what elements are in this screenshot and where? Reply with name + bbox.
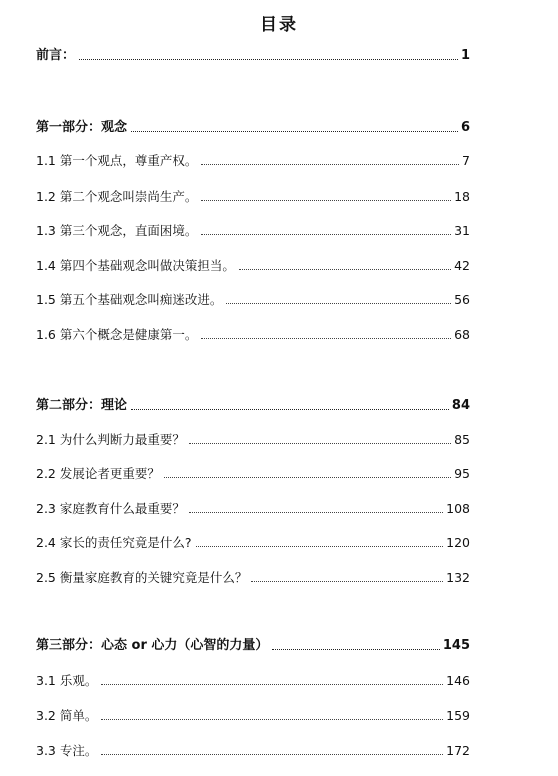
dot-leader — [201, 234, 451, 235]
toc-entry-3-3[interactable] — [36, 739, 470, 759]
toc-entry-page: 31 — [454, 223, 470, 238]
toc-entry-2-2[interactable] — [36, 462, 470, 482]
dot-leader — [201, 200, 451, 201]
toc-entry-label: 1.1 第一个观点，尊重产权。 — [36, 153, 198, 168]
toc-entry-page: 68 — [454, 327, 470, 342]
toc-entry-label: 1.3 第三个观念，直面困境。 — [36, 223, 198, 238]
toc-entry-page: 108 — [446, 501, 470, 516]
toc-entry-1-5[interactable] — [36, 288, 470, 308]
dot-leader — [251, 581, 443, 582]
dot-leader — [164, 477, 451, 478]
dot-leader — [201, 338, 451, 339]
dot-leader — [131, 131, 458, 132]
dot-leader — [101, 719, 443, 720]
toc-entry-label: 第一部分：观念 — [36, 120, 128, 135]
toc-entry-3-2[interactable] — [36, 704, 470, 724]
dot-leader — [189, 443, 451, 444]
dot-leader — [189, 512, 443, 513]
toc-entry-1-3[interactable] — [36, 219, 470, 239]
toc-entry-label: 3.1 乐观。 — [36, 673, 98, 688]
toc-entry-2-1[interactable] — [36, 428, 470, 448]
toc-entry-preface[interactable] — [36, 44, 470, 64]
toc-entry-label: 2.1 为什么判断力最重要？ — [36, 432, 185, 447]
dot-leader — [196, 546, 444, 547]
toc-entry-part-2[interactable] — [36, 394, 470, 414]
toc-entry-page: 7 — [462, 153, 470, 168]
toc-entry-page: 42 — [454, 258, 470, 273]
toc-entry-label: 1.2 第二个观念叫崇尚生产。 — [36, 189, 198, 204]
dot-leader — [101, 754, 443, 755]
toc-entry-2-4[interactable] — [36, 531, 470, 551]
toc-entry-label: 2.2 发展论者更重要？ — [36, 466, 160, 481]
toc-entry-page: 172 — [446, 743, 470, 758]
toc-entry-page: 56 — [454, 292, 470, 307]
toc-entry-page: 84 — [451, 398, 470, 413]
toc-entry-1-1[interactable] — [36, 149, 470, 169]
toc-entry-label: 第二部分：理论 — [36, 398, 128, 413]
toc-entry-label: 3.3 专注。 — [36, 743, 98, 758]
toc-entry-page: 95 — [454, 466, 470, 481]
toc-entry-page: 132 — [446, 570, 470, 585]
dot-leader — [201, 164, 459, 165]
toc-entry-2-3[interactable] — [36, 497, 470, 517]
toc-entry-page: 145 — [442, 638, 470, 653]
toc-entry-part-1[interactable] — [36, 116, 470, 136]
toc-entry-label: 前言： — [36, 48, 76, 63]
dot-leader — [131, 409, 449, 410]
toc-entry-label: 2.4 家长的责任究竟是什么? — [36, 535, 192, 550]
toc-entry-label: 第三部分：心态 or 心力（心智的力量） — [36, 638, 269, 653]
toc-entry-part-3[interactable] — [36, 634, 470, 654]
toc-entry-page: 85 — [454, 432, 470, 447]
dot-leader — [239, 269, 451, 270]
toc-entry-label: 3.2 简单。 — [36, 708, 98, 723]
toc-entry-1-2[interactable] — [36, 185, 470, 205]
toc-entry-page: 159 — [446, 708, 470, 723]
toc-entry-label: 2.5 衡量家庭教育的关键究竟是什么？ — [36, 570, 248, 585]
dot-leader — [272, 649, 439, 650]
toc-entry-page: 146 — [446, 673, 470, 688]
dot-leader — [79, 59, 458, 60]
toc-entry-1-6[interactable] — [36, 323, 470, 343]
toc-entry-page: 120 — [446, 535, 470, 550]
toc-entry-label: 1.5 第五个基础观念叫痴迷改进。 — [36, 292, 223, 307]
page-title: 目录 — [260, 15, 298, 35]
toc-entry-1-4[interactable] — [36, 254, 470, 274]
dot-leader — [101, 684, 443, 685]
toc-entry-page: 1 — [460, 48, 470, 63]
toc-entry-page: 18 — [454, 189, 470, 204]
dot-leader — [226, 303, 451, 304]
toc-entry-2-5[interactable] — [36, 566, 470, 586]
toc-entry-label: 1.6 第六个概念是健康第一。 — [36, 327, 198, 342]
toc-entry-3-1[interactable] — [36, 669, 470, 689]
toc-entry-label: 1.4 第四个基础观念叫做决策担当。 — [36, 258, 235, 273]
toc-entry-label: 2.3 家庭教育什么最重要？ — [36, 501, 185, 516]
toc-entry-page: 6 — [460, 120, 470, 135]
